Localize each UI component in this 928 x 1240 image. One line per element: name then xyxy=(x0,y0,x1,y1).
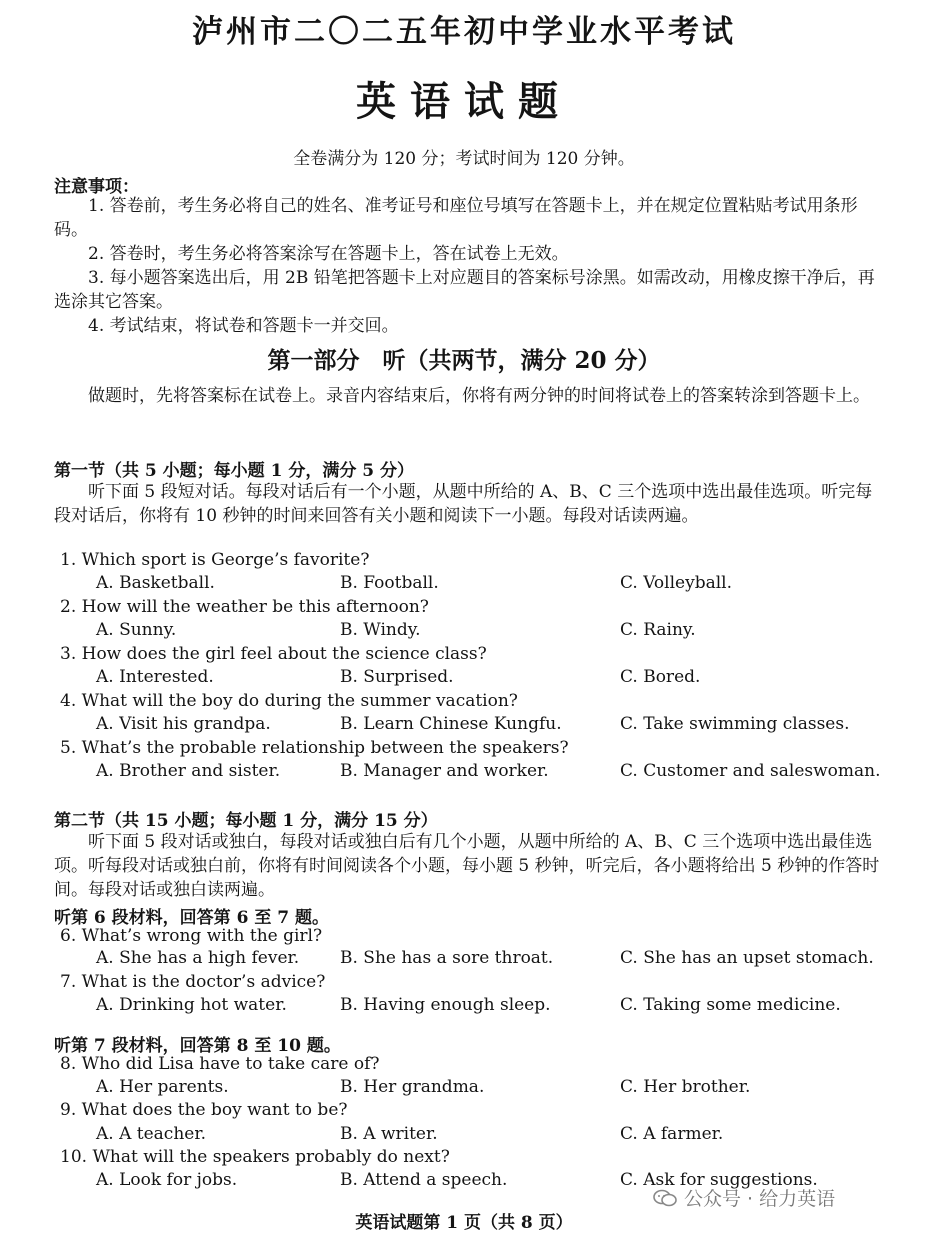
q5-option-b: B. Manager and worker. xyxy=(340,761,549,781)
question-5: 5. What’s the probable relationship between the speakers? xyxy=(60,738,569,758)
q5-option-a: A. Brother and sister. xyxy=(96,761,281,781)
question-2: 2. How will the weather be this afternoon? xyxy=(60,597,429,617)
q6-option-a: A. She has a high fever. xyxy=(96,948,300,968)
q5-option-c: C. Customer and saleswoman. xyxy=(620,761,881,781)
q1-option-c: C. Volleyball. xyxy=(620,573,732,593)
q1-option-b: B. Football. xyxy=(340,573,439,593)
section2-heading: 第二节（共 15 小题；每小题 1 分，满分 15 分） xyxy=(54,811,438,831)
question-10: 10. What will the speakers probably do next? xyxy=(60,1147,450,1167)
question-8: 8. Who did Lisa have to take care of? xyxy=(60,1054,380,1074)
section1-instruction: 听下面 5 段短对话。每段对话后有一个小题，从题中所给的 A、B、C 三个选项中选出最佳选项。听完每段对话后，你将有 10 秒钟的时间来回答有关小题和阅读下一小题。每段对话读两遍。 xyxy=(54,482,873,526)
subject-title: 英语试题 xyxy=(356,78,572,125)
q10-option-c: C. Ask for suggestions. xyxy=(620,1170,818,1190)
wechat-icon xyxy=(652,1188,678,1208)
notes-heading: 注意事项： xyxy=(54,177,139,197)
q10-option-a: A. Look for jobs. xyxy=(96,1170,238,1190)
part1-heading: 第一部分 听（共两节，满分 20 分） xyxy=(267,347,661,374)
section1-heading: 第一节（共 5 小题；每小题 1 分，满分 5 分） xyxy=(54,461,414,481)
score-info: 全卷满分为 120 分；考试时间为 120 分钟。 xyxy=(293,149,635,169)
question-1: 1. Which sport is George’s favorite? xyxy=(60,550,370,570)
q6-option-b: B. She has a sore throat. xyxy=(340,948,554,968)
q9-option-c: C. A farmer. xyxy=(620,1124,724,1144)
q3-option-a: A. Interested. xyxy=(96,667,214,687)
question-7: 7. What is the doctor’s advice? xyxy=(60,972,326,992)
note-item-1: 1. 答卷前，考生务必将自己的姓名、准考证号和座位号填写在答题卡上，并在规定位置粘贴考试用条形码。 xyxy=(54,196,858,240)
q2-option-a: A. Sunny. xyxy=(96,620,177,640)
q7-option-a: A. Drinking hot water. xyxy=(96,995,287,1015)
q3-option-c: C. Bored. xyxy=(620,667,701,687)
part1-intro: 做题时，先将答案标在试卷上。录音内容结束后，你将有两分钟的时间将试卷上的答案转涂到答题卡上。 xyxy=(88,386,870,406)
q6-option-c: C. She has an upset stomach. xyxy=(620,948,874,968)
q8-option-c: C. Her brother. xyxy=(620,1077,751,1097)
question-4: 4. What will the boy do during the summer vacation? xyxy=(60,691,518,711)
note-item-2: 2. 答卷时，考生务必将答案涂写在答题卡上，答在试卷上无效。 xyxy=(88,244,569,264)
q1-option-a: A. Basketball. xyxy=(96,573,215,593)
q4-option-a: A. Visit his grandpa. xyxy=(96,714,271,734)
wechat-watermark xyxy=(652,1184,835,1211)
material-6-label: 听第 6 段材料，回答第 6 至 7 题。 xyxy=(54,908,329,928)
q9-option-b: B. A writer. xyxy=(340,1124,438,1144)
material-7-label: 听第 7 段材料，回答第 8 至 10 题。 xyxy=(54,1036,341,1056)
q2-option-c: C. Rainy. xyxy=(620,620,696,640)
q2-option-b: B. Windy. xyxy=(340,620,421,640)
exam-title: 泸州市二〇二五年初中学业水平考试 xyxy=(192,14,736,50)
watermark-text: 公众号 · 给力英语 xyxy=(684,1188,836,1210)
q3-option-b: B. Surprised. xyxy=(340,667,454,687)
q8-option-a: A. Her parents. xyxy=(96,1077,229,1097)
q9-option-a: A. A teacher. xyxy=(96,1124,206,1144)
page-footer: 英语试题第 1 页（共 8 页） xyxy=(355,1213,573,1233)
q8-option-b: B. Her grandma. xyxy=(340,1077,485,1097)
q7-option-c: C. Taking some medicine. xyxy=(620,995,841,1015)
note-item-3: 3. 每小题答案选出后，用 2B 铅笔把答题卡上对应题目的答案标号涂黑。如需改动，用橡皮擦干净后，再选涂其它答案。 xyxy=(54,268,875,312)
question-3: 3. How does the girl feel about the science class? xyxy=(60,644,487,664)
question-6: 6. What’s wrong with the girl? xyxy=(60,926,323,946)
q4-option-b: B. Learn Chinese Kungfu. xyxy=(340,714,562,734)
q7-option-b: B. Having enough sleep. xyxy=(340,995,551,1015)
section2-instruction: 听下面 5 段对话或独白，每段对话或独白后有几个小题，从题中所给的 A、B、C 三个选项中选出最佳选项。听每段对话或独白前，你将有时间阅读各个小题，每小题 5 秒钟，听完后，各小题将给出 5 秒钟的作答时间。每段对话或独白读两遍。 xyxy=(54,832,880,900)
question-9: 9. What does the boy want to be? xyxy=(60,1100,348,1120)
q10-option-b: B. Attend a speech. xyxy=(340,1170,508,1190)
q4-option-c: C. Take swimming classes. xyxy=(620,714,850,734)
note-item-4: 4. 考试结束，将试卷和答题卡一并交回。 xyxy=(88,316,399,336)
